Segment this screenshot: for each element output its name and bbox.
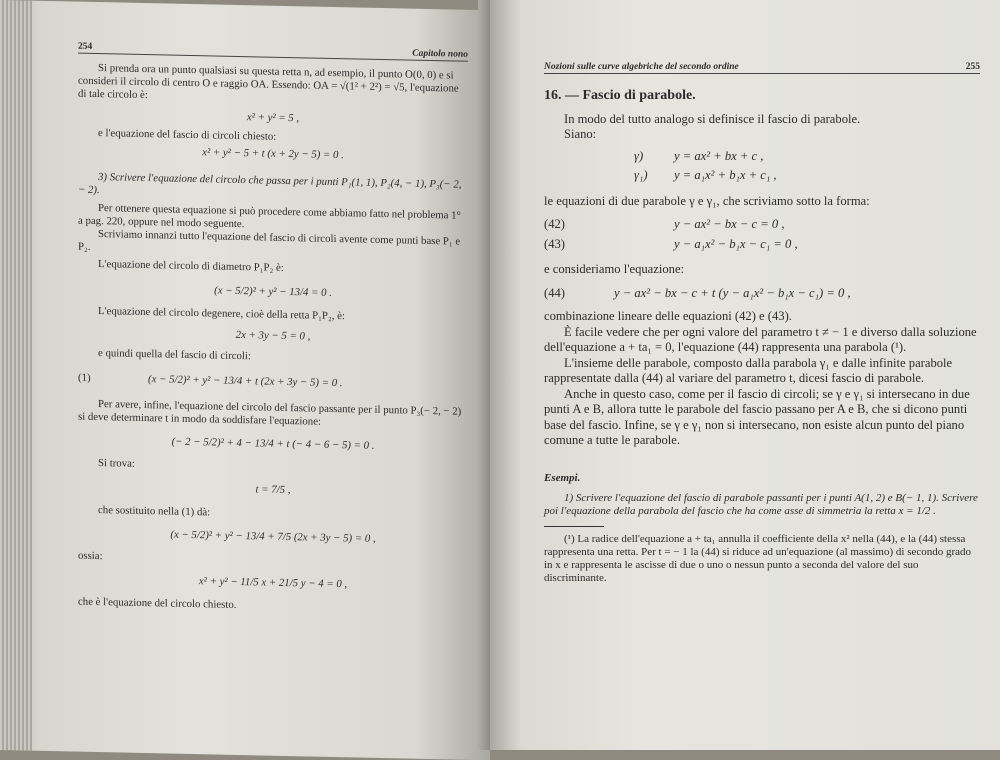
parabola-definition: [544, 168, 980, 184]
left-running-title: Capitolo nono: [412, 48, 468, 60]
numbered-equation: [78, 372, 468, 393]
paragraph: combinazione lineare delle equazioni (42) e (43).: [544, 309, 792, 323]
formula: t = 7/5 ,: [255, 483, 291, 497]
paragraph: e quindi quella del fascio di circoli:: [98, 347, 251, 363]
formula: y − ax² − bx − c + t (y − a₁x² − b₁x − c₁) = 0 ,: [614, 285, 851, 300]
equation-tag: (44): [544, 285, 565, 300]
paragraph: ossia:: [78, 549, 103, 563]
formula: 2x + 3y − 5 = 0 ,: [235, 328, 311, 343]
paragraph: che sostituito nella (1) dà:: [98, 503, 211, 519]
paragraph: In modo del tutto analogo si definisce il fascio di parabole.: [564, 111, 861, 126]
examples-heading: Esempi.: [544, 471, 581, 484]
paragraph: e l'equazione del fascio di circoli chiesto:: [98, 126, 277, 143]
section-heading: 16. — Fascio di parabole.: [544, 88, 696, 103]
paragraph: Siano:: [564, 127, 597, 141]
paragraph: Anche in questo caso, come per il fascio di circoli; se γ e γ₁ si intersecano in due punti A e B, allora tutte le parabole del fascio passano per A e B, che si dicono punti base del fascio. Infine, se γ e γ₁ non si intersecano, non esiste alcun punto del piano comune a tutte le parabole.: [544, 386, 970, 447]
paragraph: L'equazione del circolo degenere, cioè della retta P₁P₂, è:: [98, 304, 345, 323]
right-page: [490, 0, 1000, 750]
formula: y = a₁x² + b₁x + c₁ ,: [674, 168, 777, 182]
left-page-number: 254: [78, 41, 93, 52]
formula: (x − 5/2)² + y² − 13/4 + 7/5 (2x + 3y − 5) = 0 ,: [170, 528, 376, 545]
formula: x² + y² − 5 + t (x + 2y − 5) = 0 .: [202, 146, 344, 162]
formula: (x − 5/2)² + y² − 13/4 + t (2x + 3y − 5) = 0 .: [148, 373, 343, 390]
formula: y − a₁x² − b₁x − c₁ = 0 ,: [674, 236, 798, 251]
paragraph: Per avere, infine, l'equazione del circolo del fascio passante per il punto P₃(− 2, − 2) si deve determinare t in modo da soddisfare l'equazione:: [78, 397, 462, 428]
formula: y − ax² − bx − c = 0 ,: [674, 217, 785, 231]
paragraph: Si trova:: [98, 457, 135, 471]
page-edges: [0, 0, 32, 751]
formula: (− 2 − 5/2)² + 4 − 13/4 + t (− 4 − 6 − 5) = 0 .: [171, 435, 375, 452]
equation-tag: (1): [78, 372, 91, 385]
paragraph: che è l'equazione del circolo chiesto.: [78, 596, 237, 612]
right-page-number: 255: [965, 62, 980, 72]
parabola-definition: [544, 149, 980, 165]
paragraph: È facile vedere che per ogni valore del parametro t ≠ − 1 e diverso dalla soluzione dell'equazione a + ta₁ = 0, l'equazione (44) rappresenta una parabola (¹).: [544, 324, 977, 354]
numbered-equation: [544, 237, 980, 253]
equation-tag: γ): [634, 148, 644, 163]
numbered-equation: [544, 217, 980, 233]
paragraph: le equazioni di due parabole γ e γ₁, che scriviamo sotto la forma:: [544, 193, 870, 208]
paragraph: Si prenda ora un punto qualsiasi su questa retta n, ad esempio, il punto O(0, 0) e si consideri il circolo di centro O e raggio OA. Essendo: OA = √(1² + 2²) = √5, l'equazione di tale circolo è:: [78, 62, 459, 102]
paragraph: L'equazione del circolo di diametro P₁P₂ è:: [98, 258, 284, 275]
equation-tag: γ₁): [634, 168, 648, 182]
problem-statement: 3) Scrivere l'equazione del circolo che passa per i punti P₁(1, 1), P₂(4, − 1), P₃(− 2, − 2).: [78, 171, 462, 197]
footnote-rule: [544, 526, 604, 527]
formula: y = ax² + bx + c ,: [674, 148, 764, 163]
paragraph: Scriviamo innanzi tutto l'equazione del fascio di circoli avente come punti base P₁ e P₂.: [78, 228, 461, 254]
footnote: (¹) La radice dell'equazione a + ta₁ annulla il coefficiente della x² nella (44), e la (44) stessa rappresenta una retta. Per t = − 1 la (44) si riduce ad un'equazione (al massimo) di secondo grado in x e rappresenta le ascisse di due o uno o nessun punto a seconda del valore del suo discriminante.: [544, 533, 972, 584]
left-page-header: [78, 42, 468, 62]
right-running-title: Nozioni sulle curve algebriche del secondo ordine: [544, 62, 739, 72]
left-page: [0, 0, 490, 760]
numbered-equation: [544, 286, 980, 302]
formula: (x − 5/2)² + y² − 13/4 = 0 .: [214, 284, 332, 299]
paragraph: e consideriamo l'equazione:: [544, 262, 685, 276]
equation-tag: (42): [544, 217, 565, 231]
example-problem: 1) Scrivere l'equazione del fascio di parabole passanti per i punti A(1, 2) e B(− 1, 1). Scrivere poi l'equazione della parabola del fascio che ha come asse di simmetria la retta x = 1/2 .: [544, 492, 978, 517]
paragraph: L'insieme delle parabole, composto dalla parabola γ₁ e dalle infinite parabole rappresentate dalla (44) al variare del parametro t, dicesi fascio di parabole.: [544, 355, 953, 385]
paragraph: Per ottenere questa equazione si può procedere come abbiamo fatto nel problema 1° a pag. 220, oppure nel modo seguente.: [78, 201, 461, 230]
formula: x² + y² − 11/5 x + 21/5 y − 4 = 0 ,: [198, 575, 348, 591]
equation-tag: (43): [544, 236, 565, 251]
formula: x² + y² = 5 ,: [246, 110, 300, 124]
right-page-header: [544, 62, 980, 74]
